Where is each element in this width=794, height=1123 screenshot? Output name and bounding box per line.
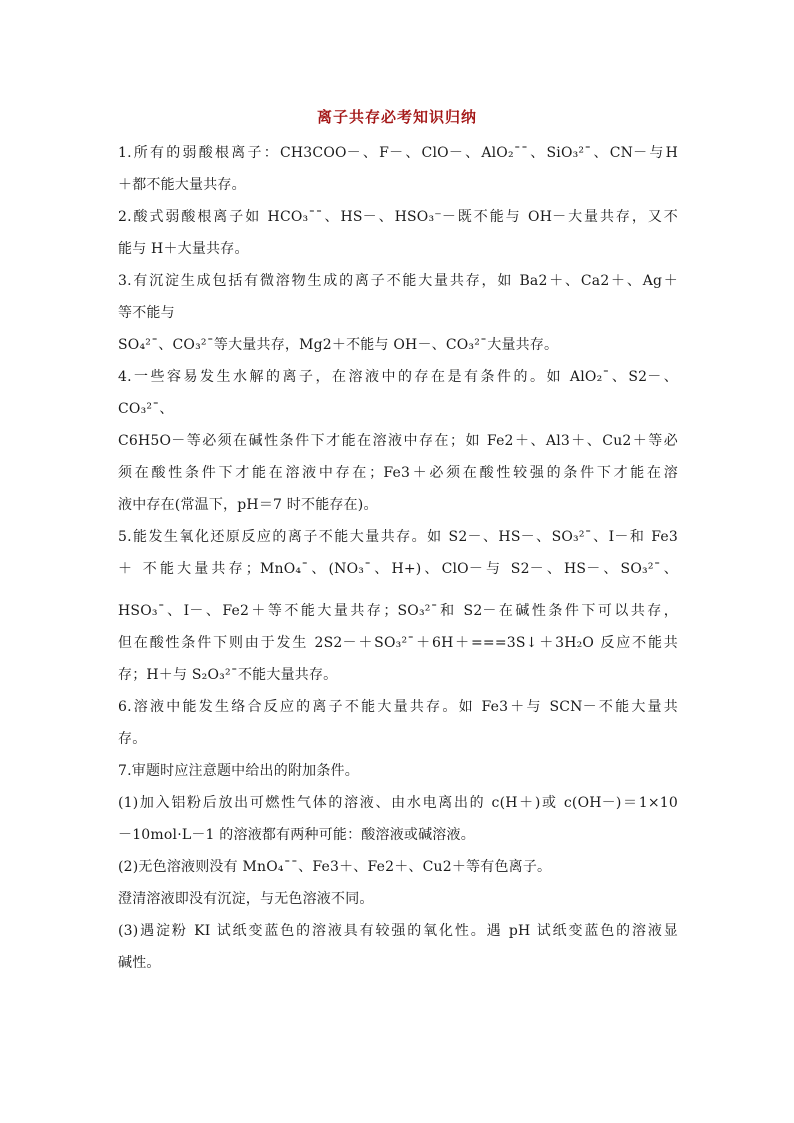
text-line-16: 但在酸性条件下则由于发生 2S2－＋SO₃²¯＋6H＋===3S↓＋3H₂O 反应不能共	[118, 635, 678, 651]
text-line-13: 5.能发生氧化还原反应的离子不能大量共存。如 S2－、HS－、SO₃²¯、I－和 Fe3	[118, 529, 678, 545]
text-line-21: (1)加入铝粉后放出可燃性气体的溶液、由水电离出的 c(H＋)或 c(OH－)＝1×10	[118, 795, 678, 811]
text-line-26: 碱性。	[118, 955, 161, 971]
document-title: 离子共存必考知识归纳	[316, 108, 477, 126]
text-line-18: 6.溶液中能发生络合反应的离子不能大量共存。如 Fe3＋与 SCN－不能大量共	[118, 699, 678, 715]
text-line-20: 7.审题时应注意题中给出的附加条件。	[118, 763, 359, 779]
text-line-6: 等不能与	[118, 305, 175, 321]
text-line-9: CO₃²¯、	[118, 401, 174, 417]
text-line-1: 1.所有的弱酸根离子：CH3COO－、F－、ClO－、AlO₂¯¯、SiO₃²¯、CN－与H	[118, 145, 678, 161]
text-line-2: ＋都不能大量共存。	[118, 177, 246, 193]
text-line-12: 液中存在(常温下，pH＝7 时不能存在)。	[118, 497, 378, 513]
text-line-7: SO₄²¯、CO₃²¯等大量共存，Mg2＋不能与 OH－、CO₃²¯大量共存。	[118, 337, 559, 353]
text-line-24: 澄清溶液即没有沉淀，与无色溶液不同。	[118, 891, 374, 907]
text-line-17: 存；H＋与 S₂O₃²¯不能大量共存。	[118, 667, 338, 683]
text-line-23: (2)无色溶液则没有 MnO₄¯¯、Fe3＋、Fe2＋、Cu2＋等有色离子。	[118, 859, 552, 875]
text-line-22: －10mol·L－1 的溶液都有两种可能：酸溶液或碱溶液。	[118, 827, 475, 843]
text-line-10: C6H5O－等必须在碱性条件下才能在溶液中存在；如 Fe2＋、Al3＋、Cu2＋等必	[118, 433, 678, 449]
text-line-11: 须在酸性条件下才能在溶液中存在；Fe3＋必须在酸性较强的条件下才能在溶	[118, 465, 678, 481]
text-line-14: ＋ 不能大量共存；MnO₄¯、(NO₃¯、H+)、ClO－与 S2－、HS－、SO₃²¯、	[118, 561, 678, 577]
text-line-8: 4.一些容易发生水解的离子，在溶液中的存在是有条件的。如 AlO₂¯、S2－、	[118, 369, 678, 385]
text-line-3: 2.酸式弱酸根离子如 HCO₃¯¯、HS－、HSO₃⁻－既不能与 OH－大量共存，又不	[118, 209, 678, 225]
text-line-25: (3)遇淀粉 KI 试纸变蓝色的溶液具有较强的氧化性。遇 pH 试纸变蓝色的溶液显	[118, 923, 678, 939]
text-line-15: HSO₃¯、I－、Fe2＋等不能大量共存；SO₃²¯和 S2－在碱性条件下可以共存，	[118, 603, 678, 619]
text-line-5: 3.有沉淀生成包括有微溶物生成的离子不能大量共存，如 Ba2＋、Ca2＋、Ag＋	[118, 273, 678, 289]
text-line-4: 能与 H＋大量共存。	[118, 241, 249, 257]
text-line-19: 存。	[118, 731, 147, 747]
